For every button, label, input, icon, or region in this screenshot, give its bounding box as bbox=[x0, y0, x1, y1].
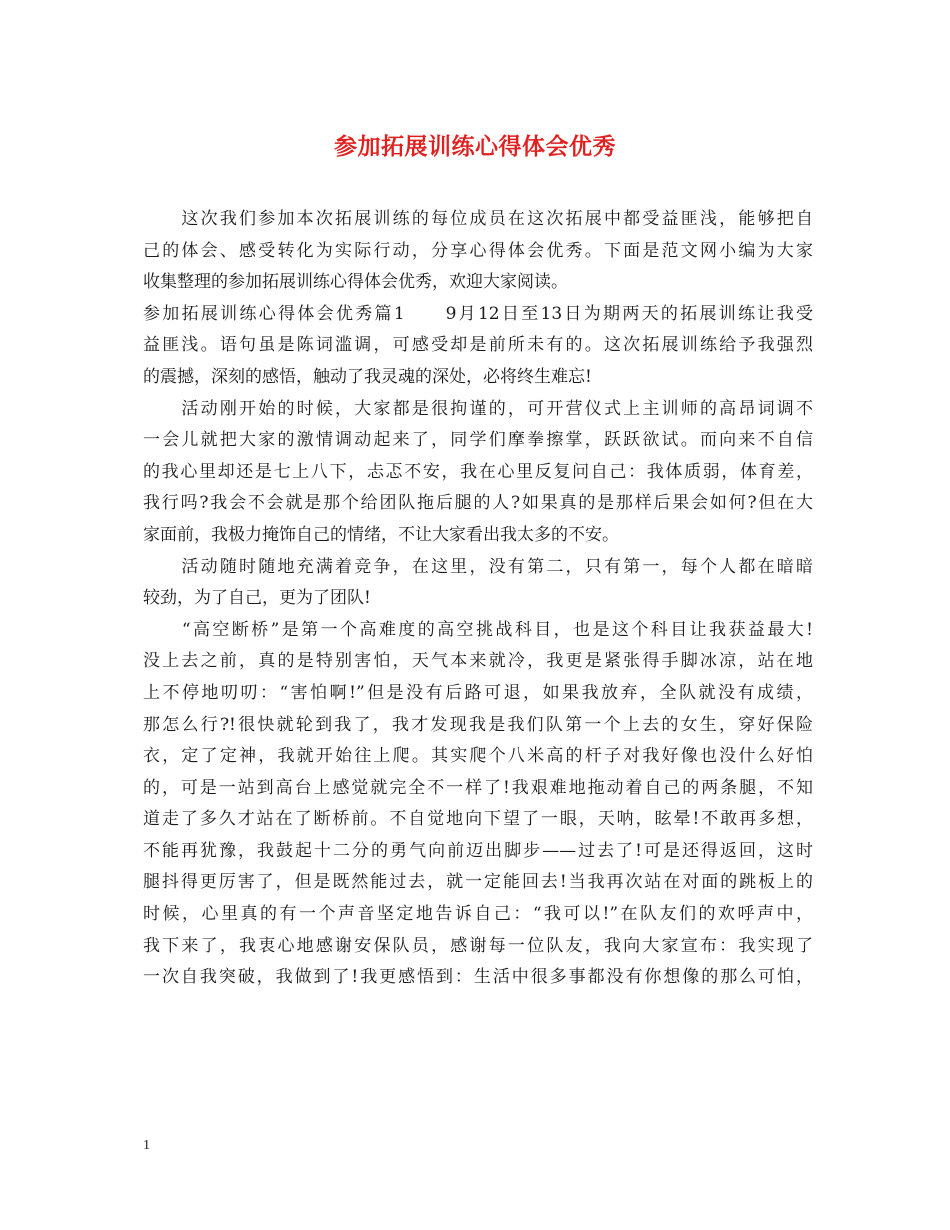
text-line: 的震撼，深刻的感悟，触动了我灵魂的深处，必将终生难忘! bbox=[143, 366, 592, 387]
page-number: 1 bbox=[143, 1138, 150, 1153]
body-text bbox=[143, 204, 813, 994]
text-line: 不能再犹豫，我鼓起十二分的勇气向前迈出脚步——过去了!可是还得返回，这时 bbox=[143, 840, 813, 861]
text-line: 我下来了，我衷心地感谢安保队员，感谢每一位队友，我向大家宣布：我实现了 bbox=[143, 935, 813, 956]
text-line: 活动随时随地充满着竞争，在这里，没有第二，只有第一，每个人都在暗暗 bbox=[143, 556, 813, 577]
text-line: 一次自我突破，我做到了!我更感悟到：生活中很多事都没有你想像的那么可怕， bbox=[143, 967, 813, 988]
page-title: 参加拓展训练心得体会优秀 bbox=[334, 133, 616, 160]
text-line: 上不停地叨叨：“害怕啊!”但是没有后路可退，如果我放弃，全队就没有成绩， bbox=[143, 682, 813, 703]
text-line: 的我心里却还是七上八下，忐忑不安，我在心里反复问自己：我体质弱，体育差， bbox=[143, 461, 813, 482]
text-line: 参加拓展训练心得体会优秀篇1 9月12日至13日为期两天的拓展训练让我受 bbox=[143, 303, 813, 324]
text-line: 收集整理的参加拓展训练心得体会优秀，欢迎大家阅读。 bbox=[143, 272, 568, 293]
text-line: 的，可是一站到高台上感觉就完全不一样了!我艰难地拖动着自己的两条腿，不知 bbox=[143, 777, 813, 798]
text-line: 道走了多久才站在了断桥前。不自觉地向下望了一眼，天呐，眩晕!不敢再多想， bbox=[143, 809, 813, 830]
text-line: 腿抖得更厉害了，但是既然能过去，就一定能回去!当我再次站在对面的跳板上的 bbox=[143, 872, 813, 893]
text-line: 时候，心里真的有一个声音坚定地告诉自己：“我可以!”在队友们的欢呼声中， bbox=[143, 904, 813, 925]
text-line: 较劲，为了自己，更为了团队! bbox=[143, 588, 371, 609]
text-line: 益匪浅。语句虽是陈词滥调，可感受却是前所未有的。这次拓展训练给予我强烈 bbox=[143, 335, 813, 356]
text-line: 衣，定了定神，我就开始往上爬。其实爬个八米高的杆子对我好像也没什么好怕 bbox=[143, 746, 813, 767]
text-line: 己的体会、感受转化为实际行动，分享心得体会优秀。下面是范文网小编为大家 bbox=[143, 240, 813, 261]
text-line: 我行吗?我会不会就是那个给团队拖后腿的人?如果真的是那样后果会如何?但在大 bbox=[143, 493, 813, 514]
text-line: 一会儿就把大家的激情调动起来了，同学们摩拳擦掌，跃跃欲试。而向来不自信 bbox=[143, 430, 813, 451]
text-line: 活动刚开始的时候，大家都是很拘谨的，可开营仪式上主训师的高昂词调不 bbox=[143, 398, 813, 419]
text-line: “高空断桥”是第一个高难度的高空挑战科目，也是这个科目让我获益最大! bbox=[143, 619, 813, 640]
text-line: 家面前，我极力掩饰自己的情绪，不让大家看出我太多的不安。 bbox=[143, 524, 619, 545]
text-line: 那怎么行?!很快就轮到我了，我才发现我是我们队第一个上去的女生，穿好保险 bbox=[143, 714, 813, 735]
text-line: 没上去之前，真的是特别害怕，天气本来就冷，我更是紧张得手脚冰凉，站在地 bbox=[143, 651, 813, 672]
text-line: 这次我们参加本次拓展训练的每位成员在这次拓展中都受益匪浅，能够把自 bbox=[143, 209, 813, 229]
